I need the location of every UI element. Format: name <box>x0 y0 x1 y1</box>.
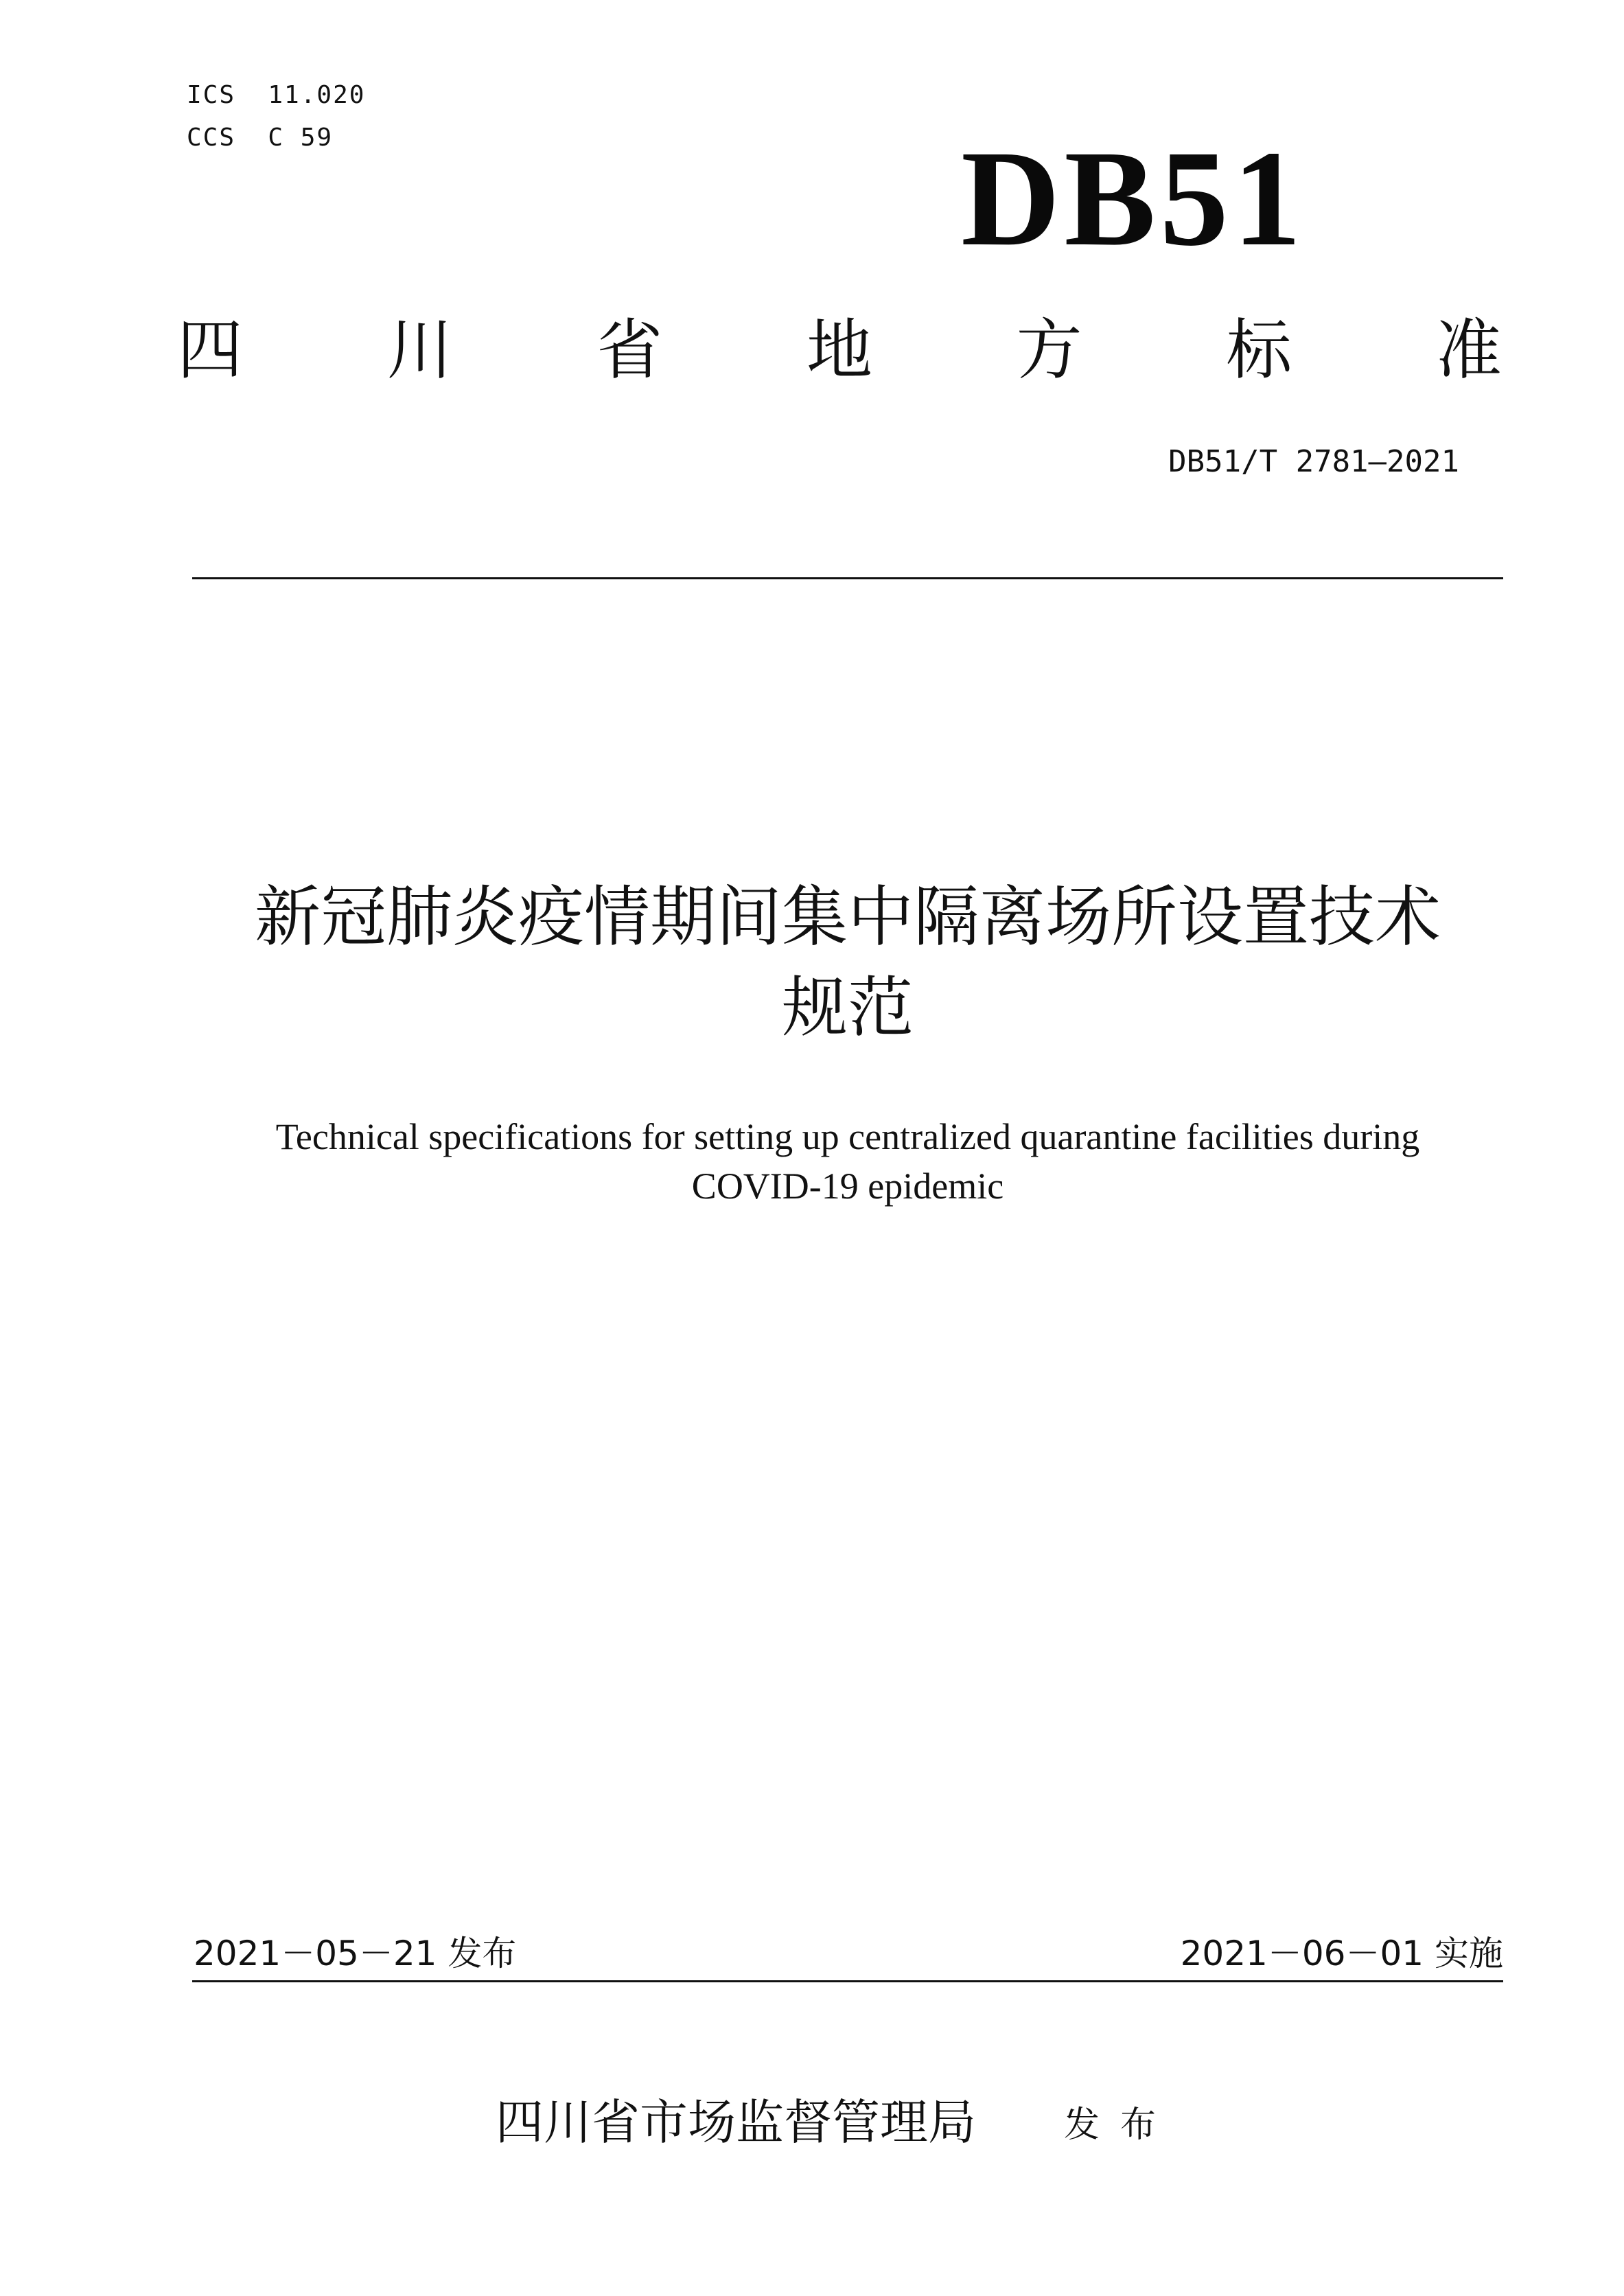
english-title-line: COVID-19 epidemic <box>691 1166 1004 1207</box>
category-char: 省 <box>596 312 663 389</box>
category-char: 方 <box>1016 312 1082 389</box>
standard-category-heading <box>177 312 1502 388</box>
category-char: 准 <box>1435 312 1502 389</box>
category-char: 地 <box>806 312 872 389</box>
publish-label: 发布 <box>1064 2104 1177 2146</box>
implementation-date: 2021－06－01 实施 <box>1180 1934 1503 1973</box>
footer-divider <box>192 1980 1503 1982</box>
chinese-title-line: 规范 <box>782 969 914 1046</box>
category-char: 标 <box>1226 312 1292 389</box>
db51-logo: DB51 <box>961 123 1306 275</box>
chinese-title <box>165 872 1531 1053</box>
category-char: 四 <box>177 312 243 389</box>
ics-code: ICS 11.020 <box>187 81 366 109</box>
publisher-name: 四川省市场监督管理局 <box>496 2094 976 2150</box>
ccs-code: CCS C 59 <box>187 124 334 152</box>
english-title <box>165 1112 1531 1211</box>
category-char: 川 <box>386 312 453 389</box>
english-title-line: Technical specifications for setting up centralized quarantine facilities during <box>275 1116 1420 1157</box>
chinese-title-line: 新冠肺炎疫情期间集中隔离场所设置技术 <box>255 879 1441 955</box>
issue-date: 2021－05－21 发布 <box>194 1934 517 1973</box>
standard-number: DB51/T 2781—2021 <box>1168 444 1459 479</box>
header-divider <box>192 577 1503 579</box>
